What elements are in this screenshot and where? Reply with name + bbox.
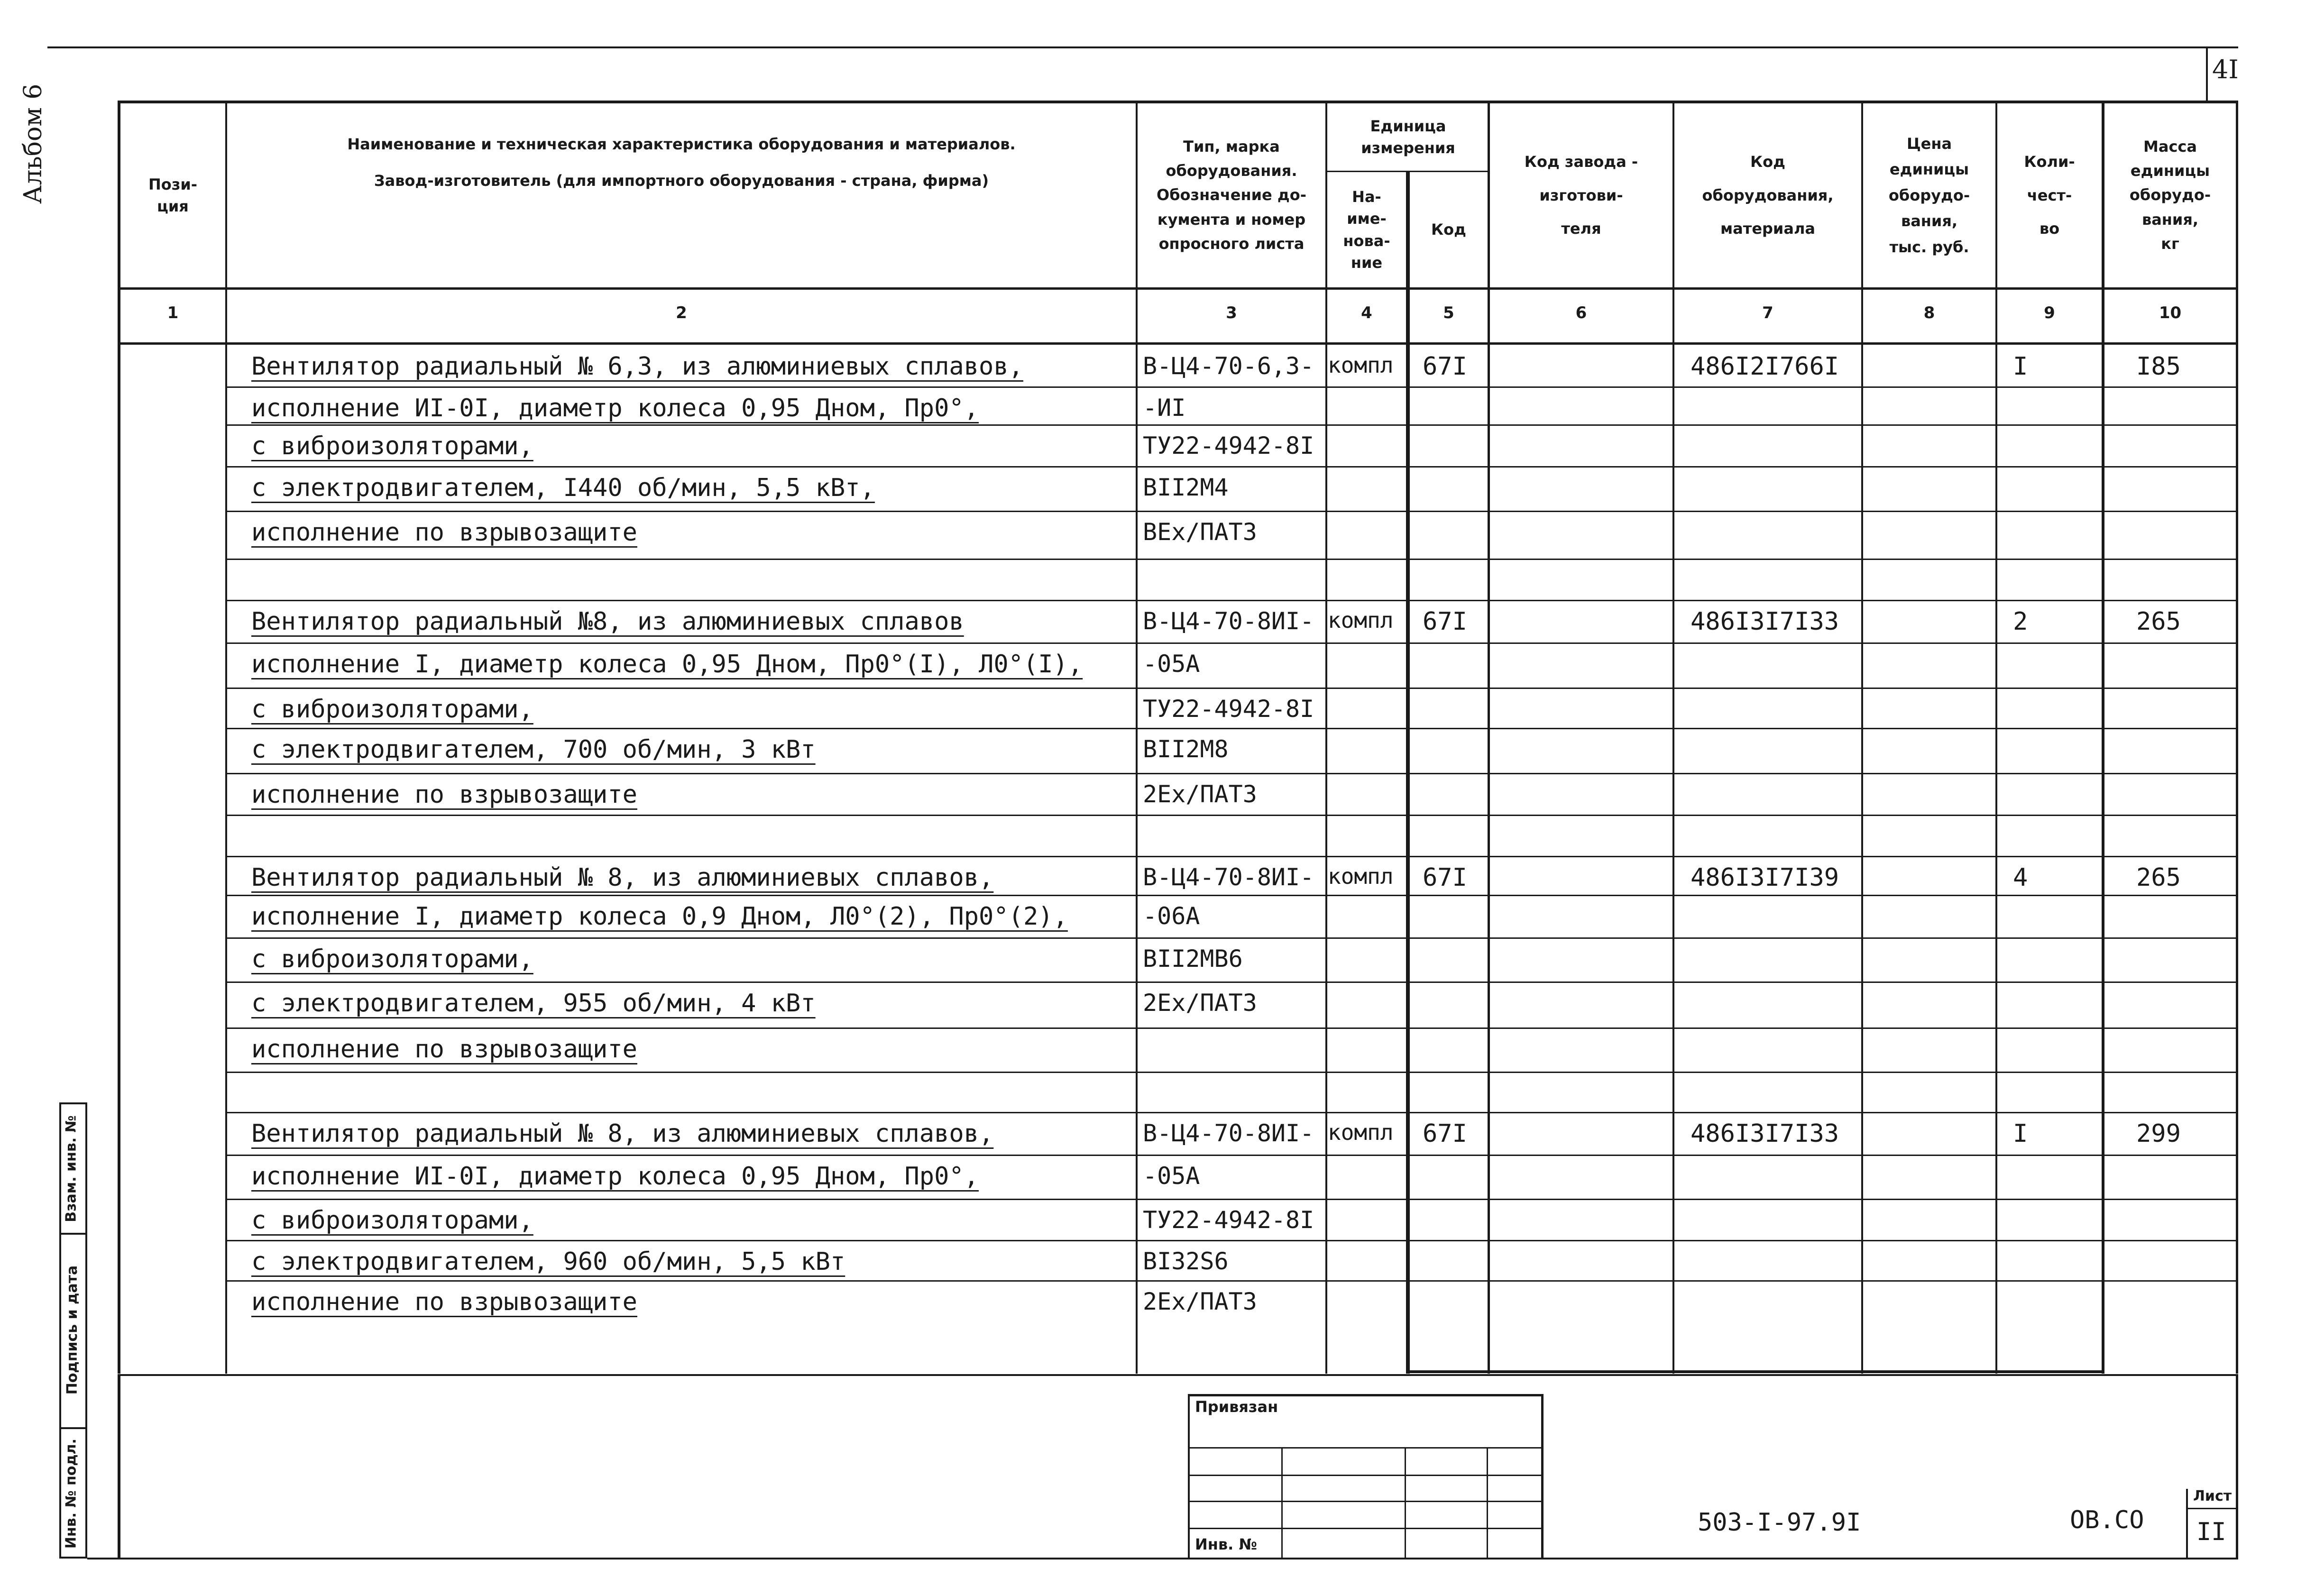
cell-type: -05А — [1143, 1162, 1200, 1190]
cell-unit: компл — [1328, 1119, 1394, 1145]
col-number-4: 4 — [1361, 303, 1372, 322]
cell-type: 2Ех/ПАТ3 — [1143, 780, 1257, 808]
row-divider — [227, 1027, 2236, 1029]
cell-name: Вентилятор радиальный № 8, из алюминиевых сплавов, — [251, 863, 994, 892]
stamp-linked-label: Привязан — [1195, 1398, 1278, 1416]
cell-type: ВI32S6 — [1143, 1247, 1229, 1275]
cell-name: Вентилятор радиальный № 8, из алюминиевых сплавов, — [251, 1119, 994, 1148]
cell-code: 67I — [1423, 607, 1467, 636]
row-divider — [227, 937, 2236, 939]
cell-name: исполнение по взрывозащите — [251, 1288, 637, 1316]
cell-name: исполнение I, диаметр колеса 0,95 Дном, Пр0°(I), Л0°(I), — [251, 650, 1083, 679]
cell-name: с электродвигателем, 955 об/мин, 4 кВт — [251, 989, 816, 1018]
cell-type: -ИI — [1143, 394, 1186, 422]
cell-qty: I — [2013, 352, 2028, 381]
sheet-number: II — [2196, 1518, 2226, 1546]
row-divider — [227, 511, 2236, 512]
cell-qty: 2 — [2013, 607, 2028, 636]
col-number-2: 2 — [676, 303, 687, 322]
col-number-7: 7 — [1762, 303, 1773, 322]
header-price: Цена единицы оборудо- вания, тыс. руб. — [1888, 135, 1970, 256]
cell-mass: 299 — [2136, 1119, 2181, 1148]
cell-type: ВII2М8 — [1143, 735, 1229, 763]
row-divider — [227, 981, 2236, 983]
side-stamp-replacement: Взам. инв. № — [63, 1115, 80, 1222]
album-label: Альбом 6 — [19, 83, 47, 204]
cell-name: Вентилятор радиальный № 6,3, из алюминиевых сплавов, — [251, 352, 1023, 381]
row-divider — [227, 1072, 2236, 1073]
cell-type: -05А — [1143, 650, 1200, 678]
col-number-8: 8 — [1923, 303, 1935, 322]
row-divider — [227, 466, 2236, 468]
cell-equip: 486I3I7I33 — [1691, 1119, 1839, 1148]
header-position: Пози- ция — [148, 175, 198, 215]
col-number-6: 6 — [1575, 303, 1587, 322]
document-code: 503-I-97.9I — [1698, 1508, 1861, 1537]
row-divider — [227, 1155, 2236, 1156]
row-divider — [227, 1280, 2236, 1282]
header-unit-group: Единица измерения — [1361, 117, 1455, 157]
cell-type: В-Ц4-70-6,3- — [1143, 352, 1314, 380]
row-divider — [227, 1112, 2236, 1113]
header-equipment-code: Код оборудования, материала — [1702, 153, 1834, 238]
cell-mass: 265 — [2136, 607, 2181, 636]
side-stamp-signature: Подпись и дата — [64, 1265, 81, 1395]
row-divider — [227, 856, 2236, 857]
cell-code: 67I — [1423, 1119, 1467, 1148]
cell-name: исполнение ИI-0I, диаметр колеса 0,95 Дном, Пр0°, — [251, 394, 979, 422]
cell-name: с виброизоляторами, — [251, 695, 533, 724]
row-divider — [227, 424, 2236, 426]
header-name — [227, 103, 1136, 222]
cell-name: с виброизоляторами, — [251, 945, 533, 973]
cell-name: с электродвигателем, I440 об/мин, 5,5 кВт, — [251, 474, 875, 502]
cell-type: ВII2МВ6 — [1143, 945, 1243, 972]
cell-name: исполнение по взрывозащите — [251, 518, 637, 547]
cell-type: ТУ22-4942-8I — [1143, 695, 1314, 723]
header-quantity: Коли- чест- во — [2024, 153, 2075, 238]
cell-mass: I85 — [2136, 352, 2181, 381]
cell-type: В-Ц4-70-8ИI- — [1143, 863, 1314, 891]
col-number-9: 9 — [2044, 303, 2055, 322]
row-divider — [227, 386, 2236, 388]
cell-type: ВII2М4 — [1143, 474, 1229, 501]
row-divider — [227, 559, 2236, 560]
row-divider — [227, 600, 2236, 601]
cell-type: ТУ22-4942-8I — [1143, 432, 1314, 459]
cell-qty: 4 — [2013, 863, 2028, 892]
page-number: 4I — [2212, 55, 2239, 84]
col-number-3: 3 — [1226, 303, 1237, 322]
cell-equip: 486I2I766I — [1691, 352, 1839, 381]
cell-type: В-Ц4-70-8ИI- — [1143, 1119, 1314, 1147]
cell-name: с электродвигателем, 700 об/мин, 3 кВт — [251, 735, 816, 764]
cell-name: Вентилятор радиальный №8, из алюминиевых сплавов — [251, 607, 964, 636]
cell-name: исполнение по взрывозащите — [251, 780, 637, 809]
cell-name: исполнение I, диаметр колеса 0,9 Дном, Л0°(2), Пр0°(2), — [251, 902, 1068, 931]
col-number-1: 1 — [167, 303, 179, 322]
cell-type: 2Ех/ПАТ3 — [1143, 1288, 1257, 1315]
row-divider — [227, 895, 2236, 896]
col-number-10: 10 — [2159, 303, 2182, 322]
header-factory-code: Код завода - изготови- теля — [1524, 153, 1638, 238]
header-name-line2: Завод-изготовитель (для импортного оборудования - страна, фирма) — [374, 172, 989, 190]
cell-mass: 265 — [2136, 863, 2181, 892]
cell-code: 67I — [1423, 352, 1467, 381]
cell-equip: 486I3I7I39 — [1691, 863, 1839, 892]
cell-code: 67I — [1423, 863, 1467, 892]
row-divider — [227, 1240, 2236, 1241]
cell-qty: I — [2013, 1119, 2028, 1148]
side-stamp-original-inv: Инв. № подл. — [63, 1438, 80, 1549]
cell-name: исполнение ИI-0I, диаметр колеса 0,95 Дном, Пр0°, — [251, 1162, 979, 1191]
row-divider — [227, 1199, 2236, 1200]
col-number-5: 5 — [1443, 303, 1454, 322]
cell-type: В-Ц4-70-8ИI- — [1143, 607, 1314, 635]
header-unit-name: На- име- нова- ние — [1343, 187, 1390, 272]
cell-equip: 486I3I7I33 — [1691, 607, 1839, 636]
row-divider — [227, 642, 2236, 644]
cell-unit: компл — [1328, 352, 1394, 378]
document-mark: ОВ.СО — [2070, 1506, 2144, 1534]
row-divider — [227, 688, 2236, 689]
cell-name: с электродвигателем, 960 об/мин, 5,5 кВт — [251, 1247, 845, 1276]
header-mass: Масса единицы оборудо- вания, кг — [2129, 138, 2211, 253]
cell-type: -06А — [1143, 902, 1200, 930]
cell-name: с виброизоляторами, — [251, 432, 533, 460]
header-unit-code: Код — [1431, 220, 1466, 239]
row-divider — [227, 815, 2236, 816]
cell-name: исполнение по взрывозащите — [251, 1035, 637, 1064]
cell-type: ТУ22-4942-8I — [1143, 1206, 1314, 1234]
sheet-label: Лист — [2193, 1488, 2232, 1504]
cell-name: с виброизоляторами, — [251, 1206, 533, 1235]
cell-type: 2Ех/ПАТ3 — [1143, 989, 1257, 1017]
row-divider — [227, 728, 2236, 729]
cell-type: ВЕх/ПАТ3 — [1143, 518, 1257, 546]
stamp-inv-label: Инв. № — [1195, 1535, 1257, 1553]
cell-unit: компл — [1328, 863, 1394, 889]
row-divider — [227, 773, 2236, 774]
header-name-line1: Наименование и техническая характеристика оборудования и материалов. — [347, 135, 1016, 154]
cell-unit: компл — [1328, 607, 1394, 633]
header-type: Тип, марка оборудования. Обозначение до- кумента и номер опросного листа — [1157, 138, 1306, 253]
